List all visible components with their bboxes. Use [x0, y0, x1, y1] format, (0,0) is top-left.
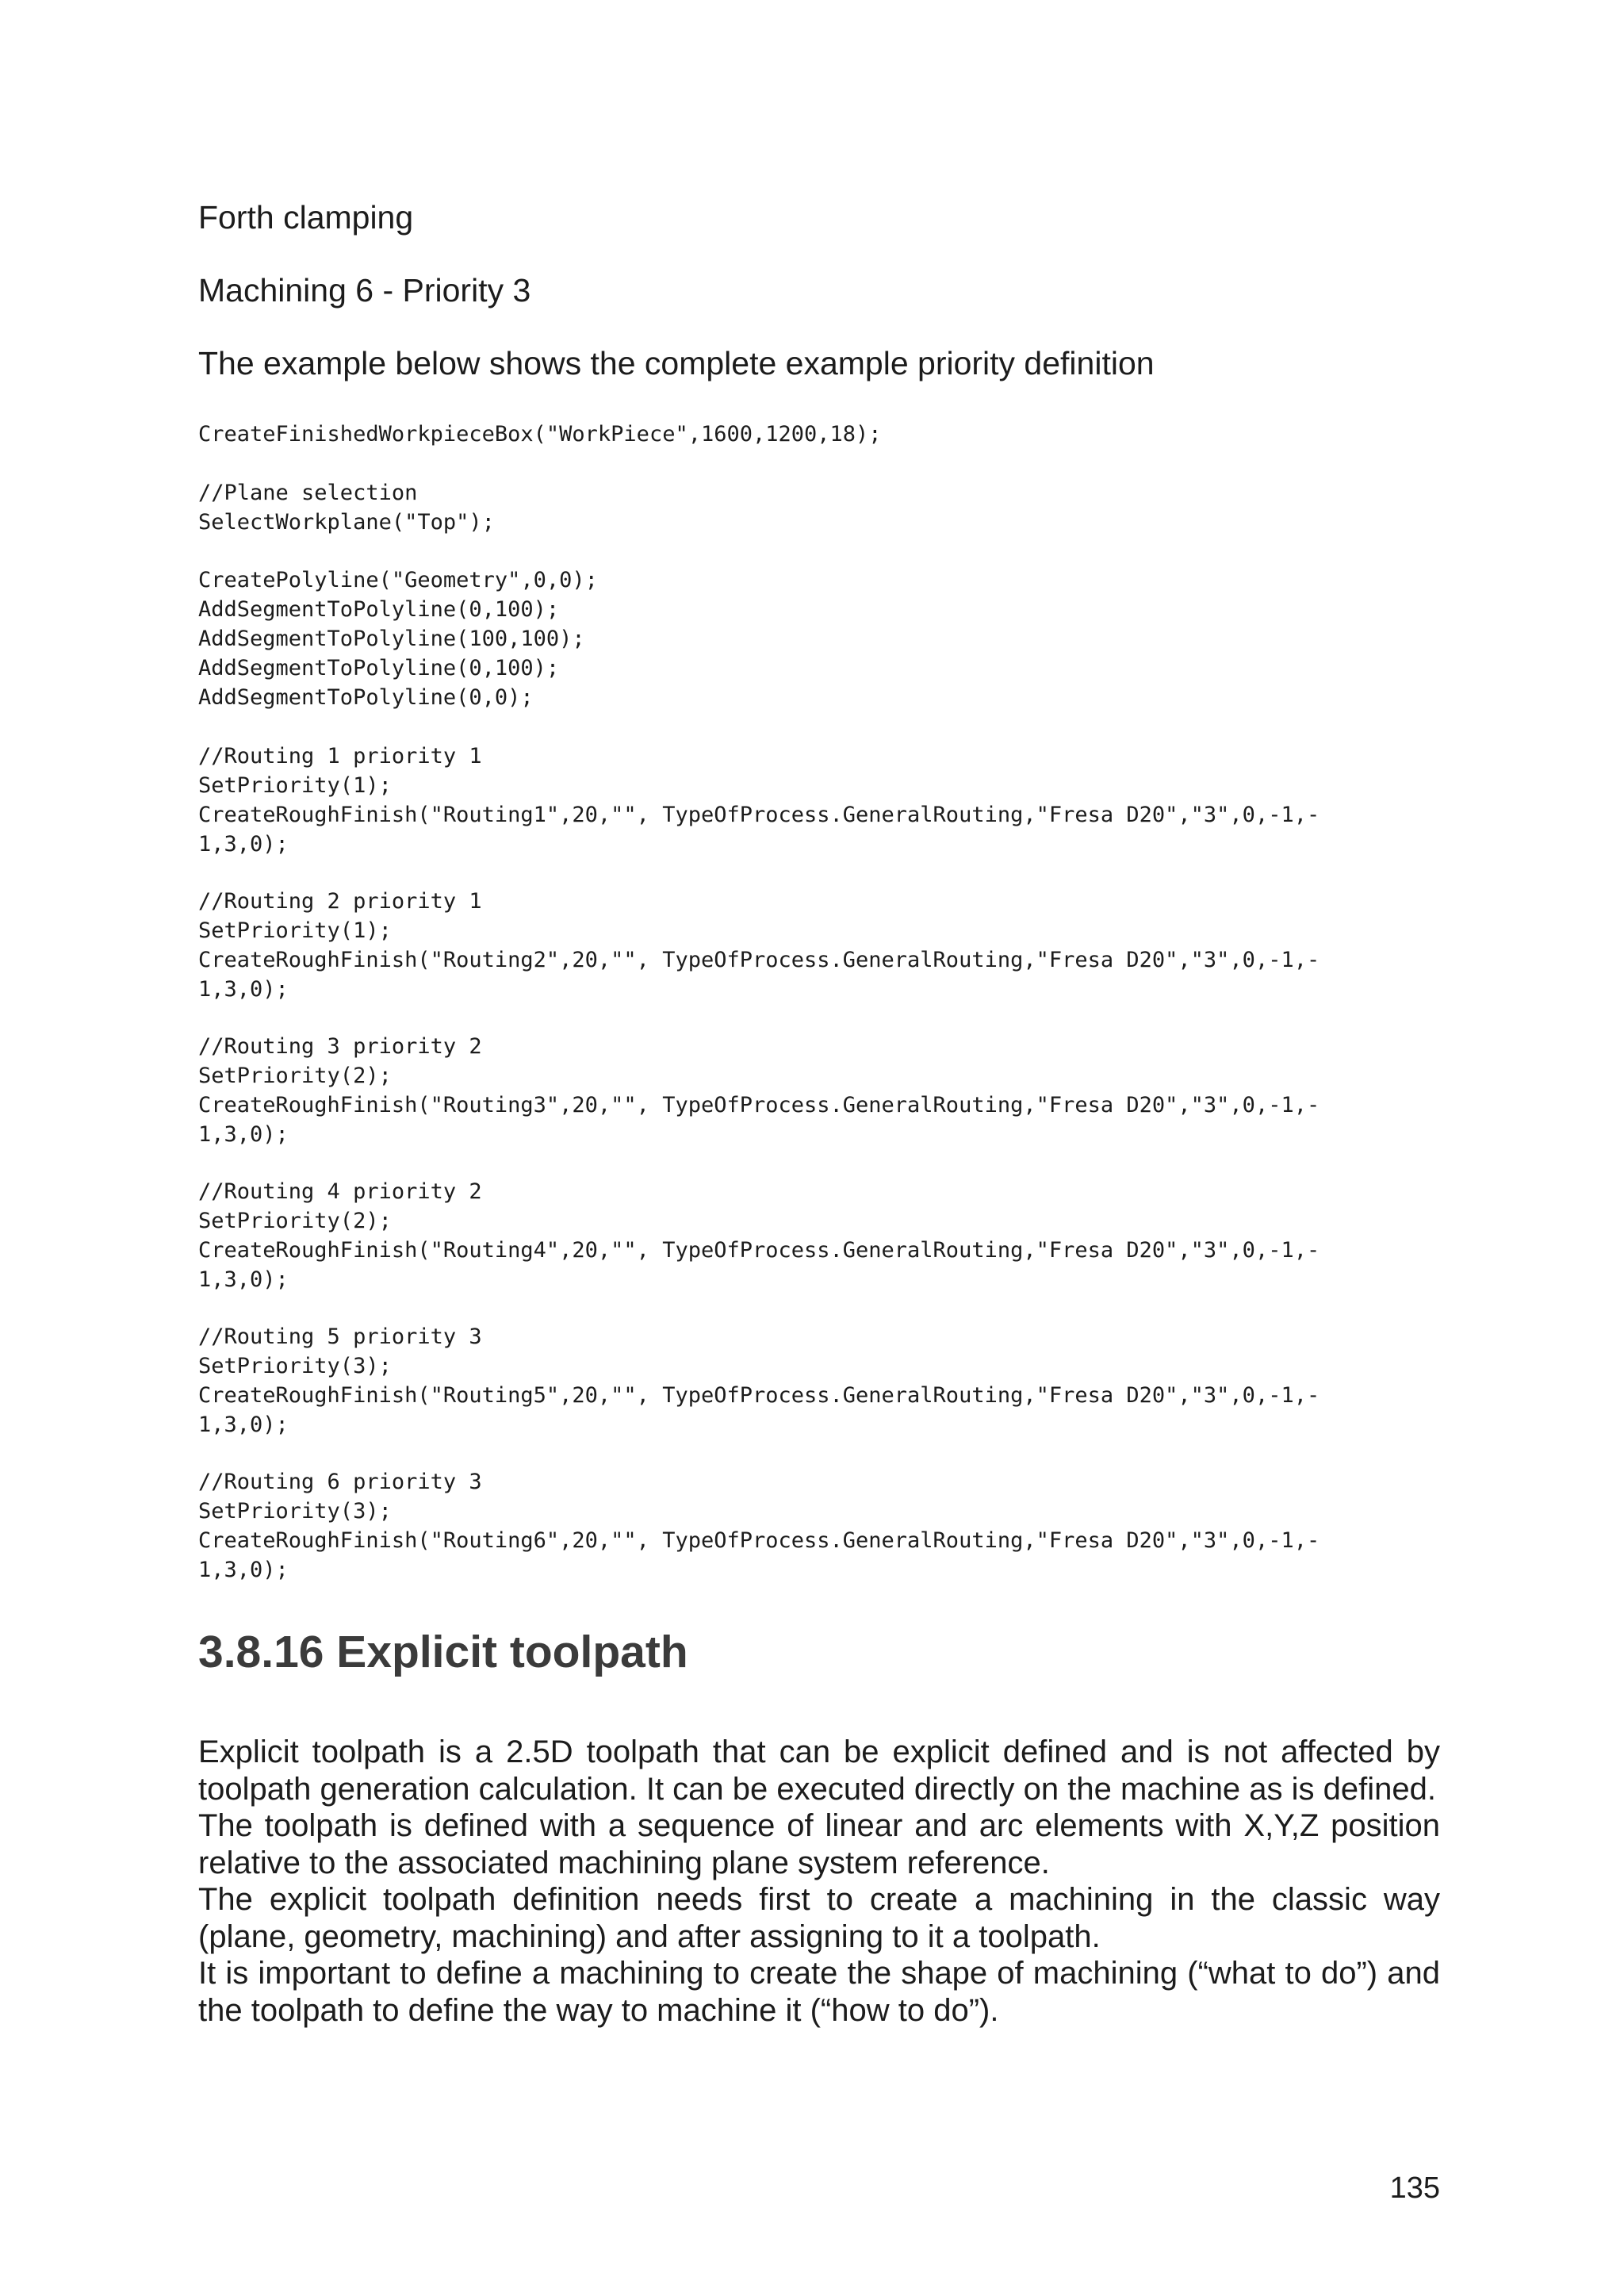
section-heading: 3.8.16 Explicit toolpath — [198, 1627, 688, 1677]
code-routing-3: //Routing 3 priority 2 SetPriority(2); CreateRoughFinish("Routing3",20,"", TypeOfProcess.GeneralRouting,"Fresa D20","3",0,-1,- 1,3,0); — [198, 1034, 1320, 1147]
clamping-label: Forth clamping — [198, 199, 414, 236]
body-paragraph: The toolpath is defined with a sequence of linear and arc elements with X,Y,Z position relative to the associated machining plane system reference. — [198, 1808, 1440, 1880]
body-paragraph: The explicit toolpath definition needs first to create a machining in the classic way (plane, geometry, machining) and after assigning to it a toolpath. — [198, 1882, 1440, 1954]
page-number: 135 — [1389, 2171, 1440, 2205]
body-paragraph: It is important to define a machining to create the shape of machining (“what to do”) and the toolpath to define the way to machine it (“how to do”). — [198, 1956, 1440, 2028]
machining-priority-label: Machining 6 - Priority 3 — [198, 272, 531, 309]
code-plane-selection: //Plane selection SelectWorkplane("Top"); — [198, 481, 495, 535]
code-routing-4: //Routing 4 priority 2 SetPriority(2); CreateRoughFinish("Routing4",20,"", TypeOfProcess.GeneralRouting,"Fresa D20","3",0,-1,- 1,3,0); — [198, 1179, 1320, 1292]
code-routing-1: //Routing 1 priority 1 SetPriority(1); CreateRoughFinish("Routing1",20,"", TypeOfProcess.GeneralRouting,"Fresa D20","3",0,-1,- 1,3,0); — [198, 744, 1320, 857]
code-routing-2: //Routing 2 priority 1 SetPriority(1); CreateRoughFinish("Routing2",20,"", TypeOfProcess.GeneralRouting,"Fresa D20","3",0,-1,- 1,3,0); — [198, 889, 1320, 1002]
code-routing-5: //Routing 5 priority 3 SetPriority(3); CreateRoughFinish("Routing5",20,"", TypeOfProcess.GeneralRouting,"Fresa D20","3",0,-1,- 1,3,0); — [198, 1324, 1320, 1437]
body-paragraph: Explicit toolpath is a 2.5D toolpath that can be explicit defined and is not affected by toolpath generation calculation. It can be executed directly on the machine as is defined. — [198, 1734, 1440, 1807]
code-routing-6: //Routing 6 priority 3 SetPriority(3); CreateRoughFinish("Routing6",20,"", TypeOfProcess.GeneralRouting,"Fresa D20","3",0,-1,- 1,3,0); — [198, 1470, 1320, 1582]
example-description: The example below shows the complete example priority definition — [198, 345, 1155, 381]
section-body — [198, 1734, 1440, 2029]
code-workpiece: CreateFinishedWorkpieceBox("WorkPiece",1600,1200,18); — [198, 422, 882, 447]
code-polyline: CreatePolyline("Geometry",0,0); AddSegmentToPolyline(0,100); AddSegmentToPolyline(100,100); AddSegmentToPolyline(0,100); AddSegmentToPolyline(0,0); — [198, 568, 598, 710]
